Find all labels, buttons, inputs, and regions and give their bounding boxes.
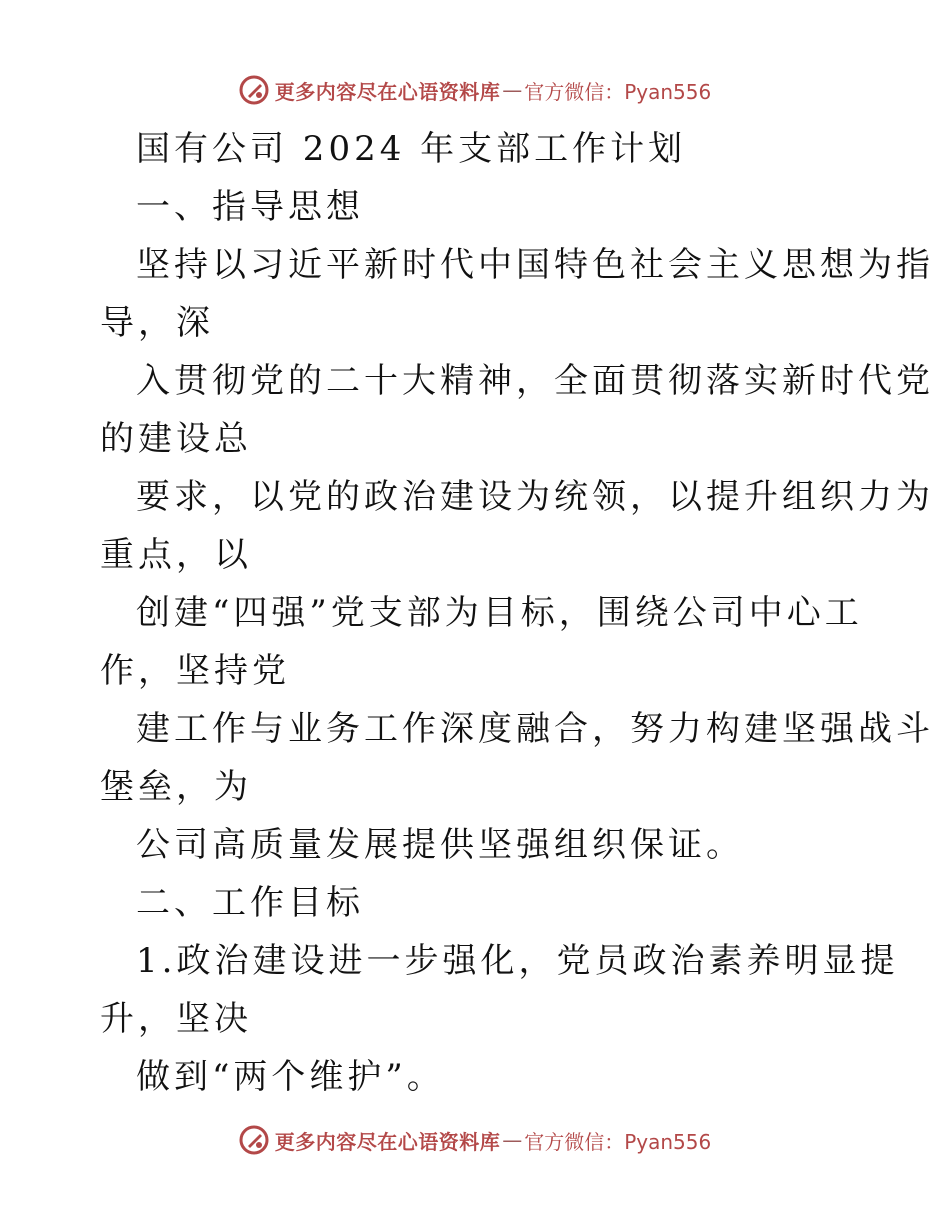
paragraph-line: 创建“四强”党支部为目标，围绕公司中心工	[136, 593, 863, 633]
document-title: 国有公司 2024 年支部工作计划	[136, 129, 687, 169]
banner-slogan: 更多内容尽在心语资料库	[274, 79, 501, 104]
paragraph-line: 建工作与业务工作深度融合，努力构建坚强战斗	[136, 709, 934, 749]
quill-seal-icon	[239, 1125, 269, 1155]
paragraph-line: 导，深	[100, 303, 214, 343]
banner-separator: —	[502, 1128, 523, 1152]
quill-seal-icon	[239, 75, 269, 105]
footer-banner	[0, 1118, 950, 1162]
paragraph-line: 坚持以习近平新时代中国特色社会主义思想为指	[136, 245, 934, 285]
paragraph-line: 要求，以党的政治建设为统领，以提升组织力为	[136, 477, 934, 517]
document-body	[100, 120, 934, 1106]
paragraph-line: 堡垒，为	[100, 767, 252, 807]
banner-contact: 官方微信：Pyan556	[524, 1129, 712, 1154]
paragraph-line: 升，坚决	[100, 999, 252, 1039]
paragraph-line: 1.政治建设进一步强化，党员政治素养明显提	[136, 941, 899, 981]
paragraph-line: 入贯彻党的二十大精神，全面贯彻落实新时代党	[136, 361, 934, 401]
paragraph-line: 做到“两个维护”。	[136, 1057, 445, 1097]
paragraph-line: 的建设总	[100, 419, 252, 459]
section-heading: 二、工作目标	[136, 883, 364, 923]
paragraph-line: 作，坚持党	[100, 651, 290, 691]
banner-contact: 官方微信：Pyan556	[524, 79, 712, 104]
header-banner	[0, 68, 950, 112]
paragraph-line: 公司高质量发展提供坚强组织保证。	[136, 825, 744, 865]
section-heading: 一、指导思想	[136, 187, 364, 227]
paragraph-line: 重点，以	[100, 535, 252, 575]
banner-slogan: 更多内容尽在心语资料库	[274, 1129, 501, 1154]
banner-separator: —	[502, 78, 523, 102]
